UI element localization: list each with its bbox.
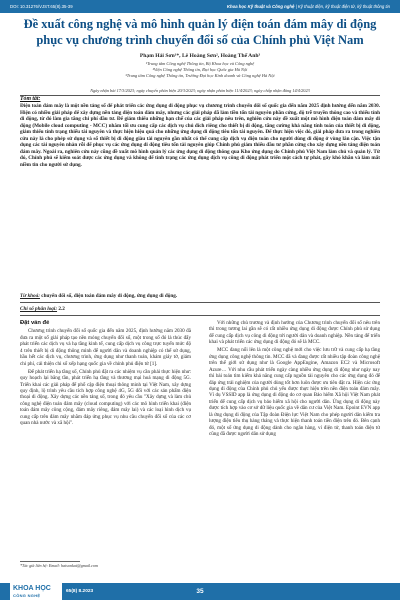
issue-info: 65(8) 8.2023 <box>66 589 94 594</box>
paragraph: Chương trình chuyển đổi số quốc gia đến năm 2025, định hướng năm 2030 đã đưa ra một số giải pháp tạo nền móng chuyển đổi số, một trong số đó là thúc đẩy phát triển các dịch vụ và hạ tầng kinh tế, cung cấp dịch vụ công trực tuyến mức độ 4 trên thiết bị di động thông minh để người dân và doanh nghiệp có thể sử dụng, hầu hết các dịch vụ, chương trình, ứng dụng như thanh toán, khám giáy tờ, giảm chi phí, cải thiện chi số xếp hạng quốc gia về chính phủ điện tử [1]. <box>20 328 191 367</box>
section-heading: Đặt vấn đề <box>20 320 50 326</box>
body-column-right <box>209 320 380 583</box>
journal-section <box>227 4 390 9</box>
footnote-divider <box>20 561 80 562</box>
footnote: *Tác giả liên hệ: Email: haisonkat@gmail.com <box>20 563 98 568</box>
abstract-text: Điện toán đám mây là một nền tảng số để phát triển các ứng dụng di động phục vụ chương trình chuyển đổi số quốc gia đến năm 2025 định hướng đến năm 2030. Hiện có nhiều giải pháp để xây dựng nền tảng điện toán đám mây, nhưng các giải pháp đã làm tiền tốn tài nguyên phần cứng, độ trễ truyền thông cao và thiếu tính di động, từ đó làm gia tăng chi phí đầu tư. Để giảm thiểu những hạn chế của các giải pháp nêu trên, nghiên cứu này đề xuất một mô hình điện toán đám mây di động (Mobile cloud computing - MCC) nhằm tối ưu cung cấp các dịch vụ chủ đích riêng cho thiết bị di động, tăng cường khả năng tính toán của thiết bị di động, giảm thiểu tính trạng thiếu tài nguyên và thực hiện hiệu quả cho những ứng dụng di động tiêu tốn tài nguyên. Để thực hiện việc đó, giải pháp đưa ra trong nghiên cứu này là cho phép sử dụng và số thiết bị di động giàu tài nguyên gần nhất có thể cung cấp dịch vụ điện toán cho người dùng di động ở vùng lân cận. Việc tận dụng các tài nguyên nhàn rỗi để phục vụ các ứng dụng di động tiêu tốn tài nguyên giúp Chính phủ giảm thiểu đầu tư phần cứng cho xây dựng nền tảng điện toán đám mây. Ngoài ra, nghiên cứu này cũng đề xuất mô hình quản lý các ứng dụng di động thông qua Kho ứng dụng do Chính phủ Việt Nam làm chủ và quản lý. Từ đó, Chính phủ sẽ kiểm soát được các ứng dụng và không để tình trạng các ứng dụng dịch vụ công di động phát triển một cách tự phát, gây khó khăn và làm mất niềm tin cho người sử dụng. <box>20 103 380 168</box>
abstract-label: Tóm tắt: <box>20 96 41 102</box>
author-list: Phạm Hải Sơn¹*, Lê Hoàng Sơn², Hoàng Thế Anh³ <box>139 53 261 59</box>
journal-logo <box>10 583 62 600</box>
logo-line-2: CÔNG NGHỆ <box>13 592 41 598</box>
affiliation-2: ²Viện Công nghệ Thông tin, Đại học Quốc gia Hà Nội <box>152 67 248 73</box>
affiliation-3: ³Trung tâm Công nghệ Thông tin, Trường Đại học Kinh doanh và Công nghệ Hà Nội <box>125 73 275 79</box>
affiliation-1: ¹Trung tâm Công nghệ Thông tin, Bộ Khoa học và Công nghệ <box>145 61 255 66</box>
divider-body <box>20 315 380 316</box>
page-number: 35 <box>196 588 204 595</box>
keywords-label: Từ khoá: <box>20 293 40 299</box>
keywords-text: chuyển đổi số, điện toán đám mây di động, ứng dụng di động. <box>39 293 178 299</box>
paragraph: Với những chủ trương và định hướng của Chương trình chuyển đổi số nêu trên thì trong tương lai gần sẽ có rất nhiều ứng dụng di động được Chính phủ sử dụng để cung cấp dịch vụ công di động tới người dân và doanh nghiệp. Nền tảng để triển khai và phát triển các ứng dụng di động đó sẽ là MCC. <box>209 320 380 346</box>
subject-index <box>20 306 380 312</box>
paragraph: MCC đang nổi lên là một công nghệ mới cho việc lưu trữ và cung cấp hạ tầng ứng dụng công nghệ thông tin. MCC đã và đang được rất nhiều tập đoàn công nghệ trên thế giới sử dụng như là Google AppEngine, Amazon EC2 và Microsoft Azure… Với nhu cầu phát triển ngày càng nhiều ứng dụng di động như ngày nay thì bài toán tìm kiếm khả năng cung cấp nguồn tài nguyên cho các ứng dụng đó để đáp ứng trải nghiệm của người dùng tốt hơn luôn được ưu tiên đặt ra. Hiện các ứng dụng di động của Chính phủ chủ yếu được thực hiện trên nền điện toán đám mây. Ví dụ VSSID app là ứng dụng di động do cơ quan Bảo hiểm Xã hội Việt Nam phát triển để cung cấp dịch vụ bảo hiểm xã hội cho người dân. Ứng dụng di động này được tích hợp vào cơ sở dữ liệu quốc gia về dân cư của Việt Nam. Epoint EVN app là ứng dụng di động của Tập đoàn Điện lực Việt Nam cho phép người dân kiểm tra lượng điện tiêu thụ hàng tháng và thực hiện thanh toán tiền điện trên đó. Bên cạnh đó, một số ứng dụng di động dành cho ngân hàng, ví điện tử, thanh toán điện tử cũng đã được người dân sử dụng <box>209 347 380 438</box>
body-column-left <box>20 320 191 558</box>
journal-fields: | Kỹ thuật điện, kỹ thuật điện tử, kỹ thuật thông tin <box>294 4 390 9</box>
subject-value: 2.2 <box>57 306 65 312</box>
divider-top <box>20 95 380 96</box>
journal-header-bar <box>0 0 400 13</box>
subject-label: Chỉ số phân loại: <box>20 306 58 312</box>
doi-text: DOI: 10.31276/VJST.65(8).35-39 <box>10 4 73 9</box>
affiliations <box>20 61 380 80</box>
paragraph: Để phát triển hạ tầng số, Chính phủ đặt ra các nhiệm vụ cần phải thực hiện như: quy hoạch lại băng tần, phát triển hạ tầng và thương mại hoá mạng di động 5G. Triển khai các giải pháp để phổ cập điện thoại thông minh tại Việt Nam, xây dựng quy định, lộ trình yêu cầu tích hợp công nghệ 4G, 5G đối với các sản phẩm điện thoại di động. Xây dựng các nền tảng số, trong đó yêu cầu "Xây dựng và làm chủ công nghệ điện toán đám mây (cloud computing) với các mô hình triển khai (điện toán đám mây công cộng, đám mây riêng, đám mây lai) và các loại hình dịch vụ cung cấp trên đám mây nhằm đáp ứng phục vụ nhu cầu chuyển đổi số của các cơ quan nhà nước và xã hội". <box>20 368 191 427</box>
submission-dates: Ngày nhận bài 17/3/2023; ngày chuyển phản biện 20/3/2023; ngày nhận phản biện 11/4/2023; ngày chấp nhận đăng 14/4/2023 <box>90 88 310 93</box>
journal-name: Khoa học Kỹ thuật và Công nghệ <box>226 4 295 9</box>
divider-mid <box>20 302 380 303</box>
article-title: Đề xuất công nghệ và mô hình quản lý điện toán đám mây di động phục vụ chương trình chuyển đổi số của Chính phủ Việt Nam <box>23 17 377 47</box>
logo-line-1: KHOA HỌC <box>13 584 51 592</box>
keywords <box>20 293 380 300</box>
